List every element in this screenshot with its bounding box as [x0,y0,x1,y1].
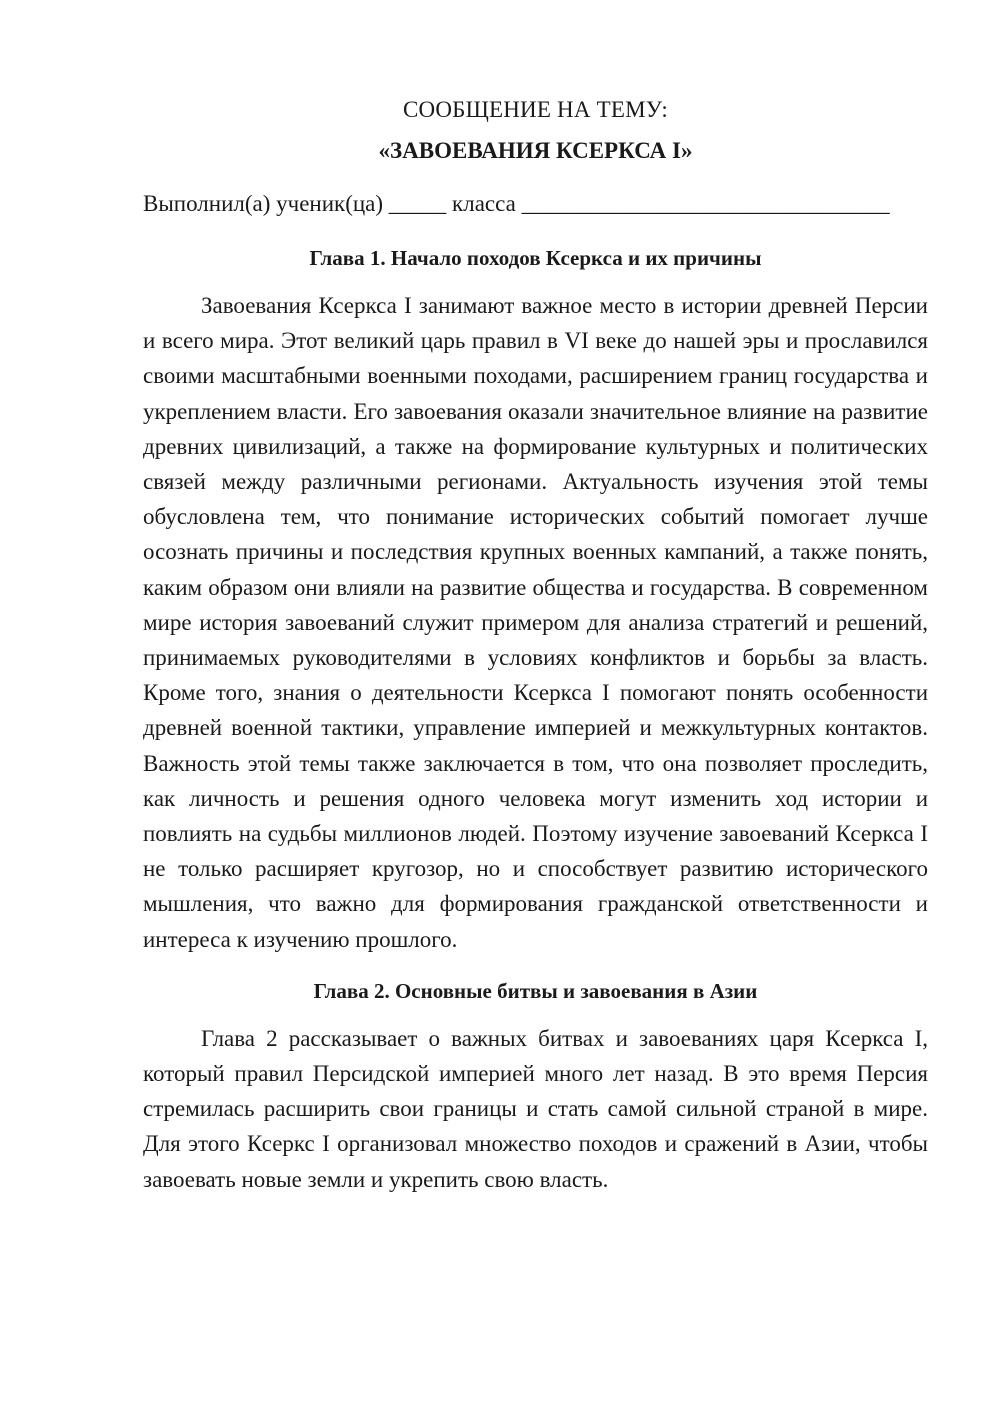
document-page [143,92,928,1197]
chapter-2-heading: Глава 2. Основные битвы и завоевания в Азии [313,978,758,1003]
document-title-line2: «ЗАВОЕВАНИЯ КСЕРКСА I» [378,138,693,163]
chapter-2-paragraph: Глава 2 рассказывает о важных битвах и завоеваниях царя Ксеркса I, который правил Персидской империей много лет назад. В это время Персия стремилась расширить свои границы и стать самой сильной страной в мире. Для этого Ксеркс I организовал множество походов и сражений в Азии, чтобы завоевать новые земли и укрепить свою власть. [143,1025,928,1192]
chapter-1-heading: Глава 1. Начало походов Ксеркса и их причины [309,246,762,270]
document-title-line1: СООБЩЕНИЕ НА ТЕМУ: [403,97,668,122]
chapter-1-paragraph: Завоевания Ксеркса I занимают важное место в истории древней Персии и всего мира. Этот великий царь правил в VI веке до нашей эры и прославился своими масштабными военными походами, расширением границ государства и укреплением власти. Его завоевания оказали значительное влияние на развитие древних цивилизаций, а также на формирование культурных и политических связей между различными регионами. Актуальность изучения этой темы обусловлена тем, что понимание исторических событий помогает лучше осознать причины и последствия крупных военных кампаний, а также понять, каким образом они влияли на развитие общества и государства. В современном мире история завоеваний служит примером для анализа стратегий и решений, принимаемых руководителями в условиях конфликтов и борьбы за власть. Кроме того, знания о деятельности Ксеркса I помогают понять особенности древней военной тактики, управление империей и межкультурных контактов. Важность этой темы также заключается в том, что она позволяет проследить, как личность и решения одного человека могут изменить ход истории и повлиять на судьбы миллионов людей. Поэтому изучение завоеваний Ксеркса I не только расширяет кругозор, но и способствует развитию исторического мышления, что важно для формирования гражданской ответственности и интереса к изучению прошлого. [143,293,928,952]
author-line: Выполнил(а) ученик(ца) _____ класса ________________________________ [143,191,890,216]
